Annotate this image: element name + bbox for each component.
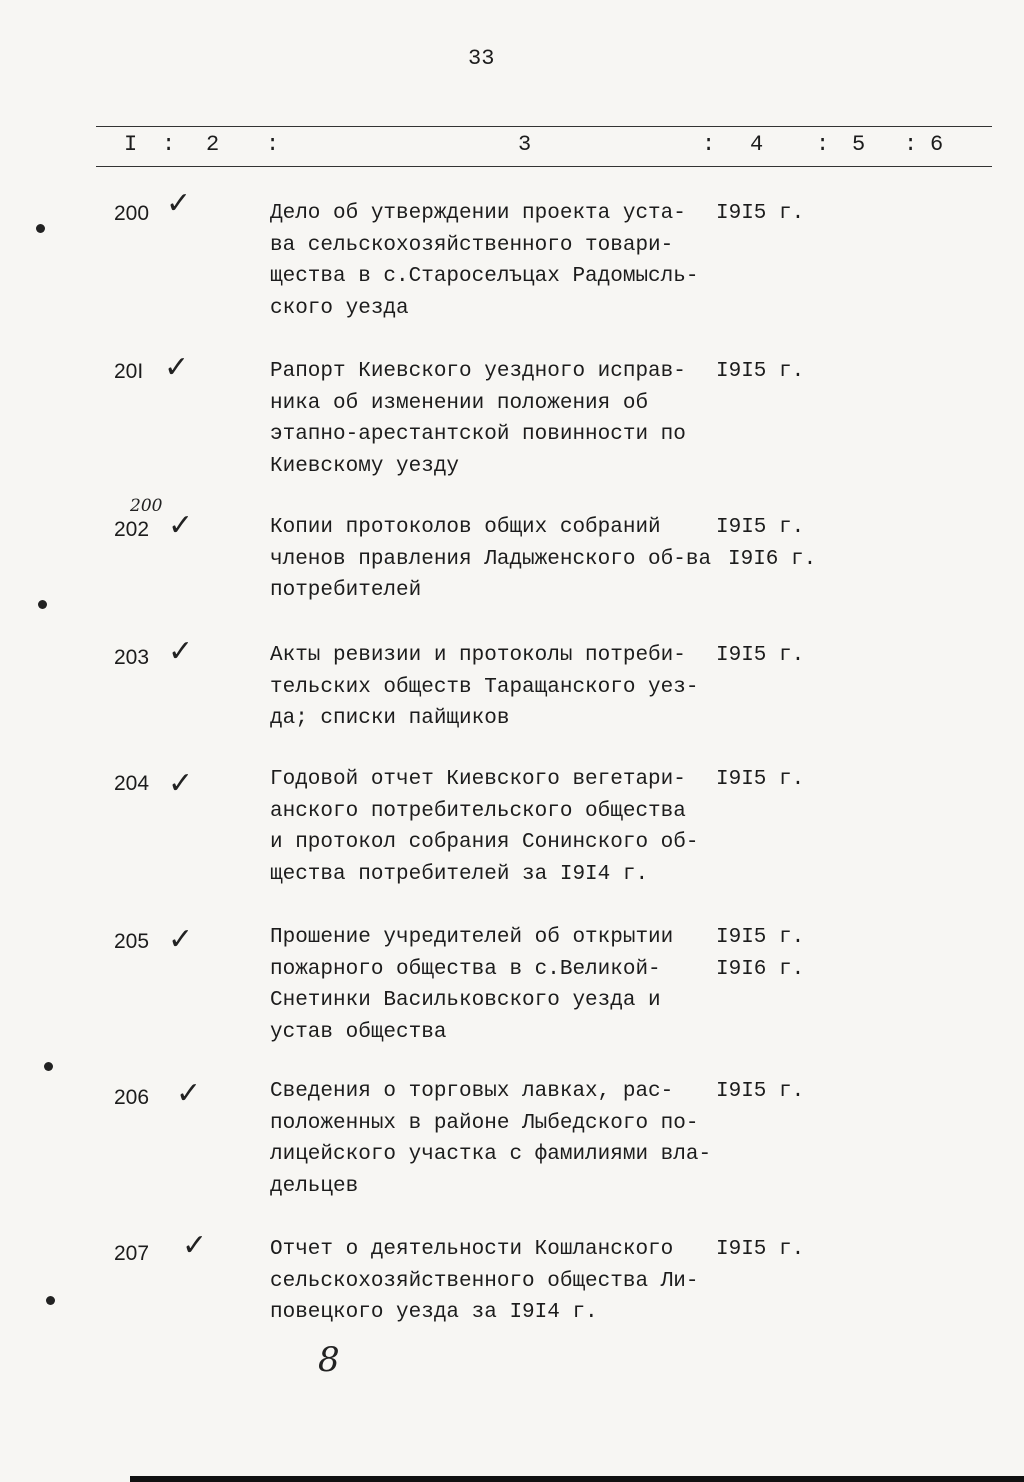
entry-dates: I9I5 г.	[716, 360, 805, 383]
entry-number: 202	[114, 518, 150, 541]
entry-number: 203	[114, 646, 150, 669]
entry-number: 204	[114, 772, 150, 795]
header-col3: 3	[518, 132, 532, 157]
header-bottom-rule	[96, 166, 992, 167]
check-mark-icon: ✓	[164, 350, 190, 385]
entry-description: Акты ревизии и протоколы потреби- тельских обществ Таращанского уез- да; списки пайщиков	[270, 644, 699, 730]
entry-description: Рапорт Киевского уездного исправ- ника об изменении положения об этапно-арестантской повинности по Киевскому уезду	[270, 360, 686, 478]
header-sep: :	[816, 132, 830, 157]
entry-description: Годовой отчет Киевского вегетари- анского потребительского общества и протокол собрания Сонинского об- щества потребителей за I9I4 г.	[270, 768, 699, 886]
scan-edge	[130, 1476, 1024, 1482]
entry-number: 205	[114, 930, 150, 953]
entry-number: 206	[114, 1086, 150, 1109]
header-sep: :	[266, 132, 280, 157]
entry-description: Отчет о деятельности Кошланского сельскохозяйственного общества Ли- повецкого уезда за I9I4 г.	[270, 1238, 699, 1324]
entry-dates: I9I5 г. I9I6 г.	[716, 516, 817, 571]
check-mark-icon: ✓	[168, 508, 194, 543]
entry-number: 20I	[114, 360, 144, 383]
entry-number: 207	[114, 1242, 150, 1265]
header-col5: 5	[852, 132, 866, 157]
entry-number: 200	[114, 202, 150, 225]
header-sep: :	[162, 132, 176, 157]
header-col4: 4	[750, 132, 764, 157]
entry-description: Сведения о торговых лавках, рас- положенных в районе Лыбедского по- лицейского участка с фамилиями вла- дельцев	[270, 1080, 712, 1198]
page-number: 33	[468, 46, 495, 71]
entry-dates: I9I5 г.	[716, 1238, 805, 1261]
punch-hole-icon	[36, 224, 45, 233]
handwritten-page-mark: 8	[318, 1340, 340, 1380]
check-mark-icon: ✓	[176, 1076, 202, 1111]
header-top-rule	[96, 126, 992, 127]
entry-description: Копии протоколов общих собраний членов правления Ладыженского об-ва потребителей	[270, 516, 712, 602]
entry-dates: I9I5 г.	[716, 768, 805, 791]
entry-dates: I9I5 г.	[716, 1080, 805, 1103]
check-mark-icon: ✓	[168, 634, 194, 669]
check-mark-icon: ✓	[182, 1228, 208, 1263]
punch-hole-icon	[38, 600, 47, 609]
entry-dates: I9I5 г.	[716, 644, 805, 667]
punch-hole-icon	[46, 1296, 55, 1305]
header-sep: :	[904, 132, 918, 157]
entry-description: Прошение учредителей об открытии пожарного общества в с.Великой- Снетинки Васильковского уезда и устав общества	[270, 926, 674, 1044]
check-mark-icon: ✓	[168, 922, 194, 957]
header-col2: 2	[206, 132, 220, 157]
check-mark-icon: ✓	[166, 186, 192, 221]
entry-dates: I9I5 г.	[716, 202, 805, 225]
entry-dates: I9I5 г. I9I6 г.	[716, 926, 805, 981]
header-col6: 6	[930, 132, 944, 157]
check-mark-icon: ✓	[168, 766, 194, 801]
entry-description: Дело об утверждении проекта уста- ва сельскохозяйственного товари- щества в с.Староселъцах Радомысль- ского уезда	[270, 202, 699, 320]
header-sep: :	[702, 132, 716, 157]
handwritten-correction: 200	[130, 496, 163, 516]
header-col1: I	[124, 132, 138, 157]
punch-hole-icon	[44, 1062, 53, 1071]
